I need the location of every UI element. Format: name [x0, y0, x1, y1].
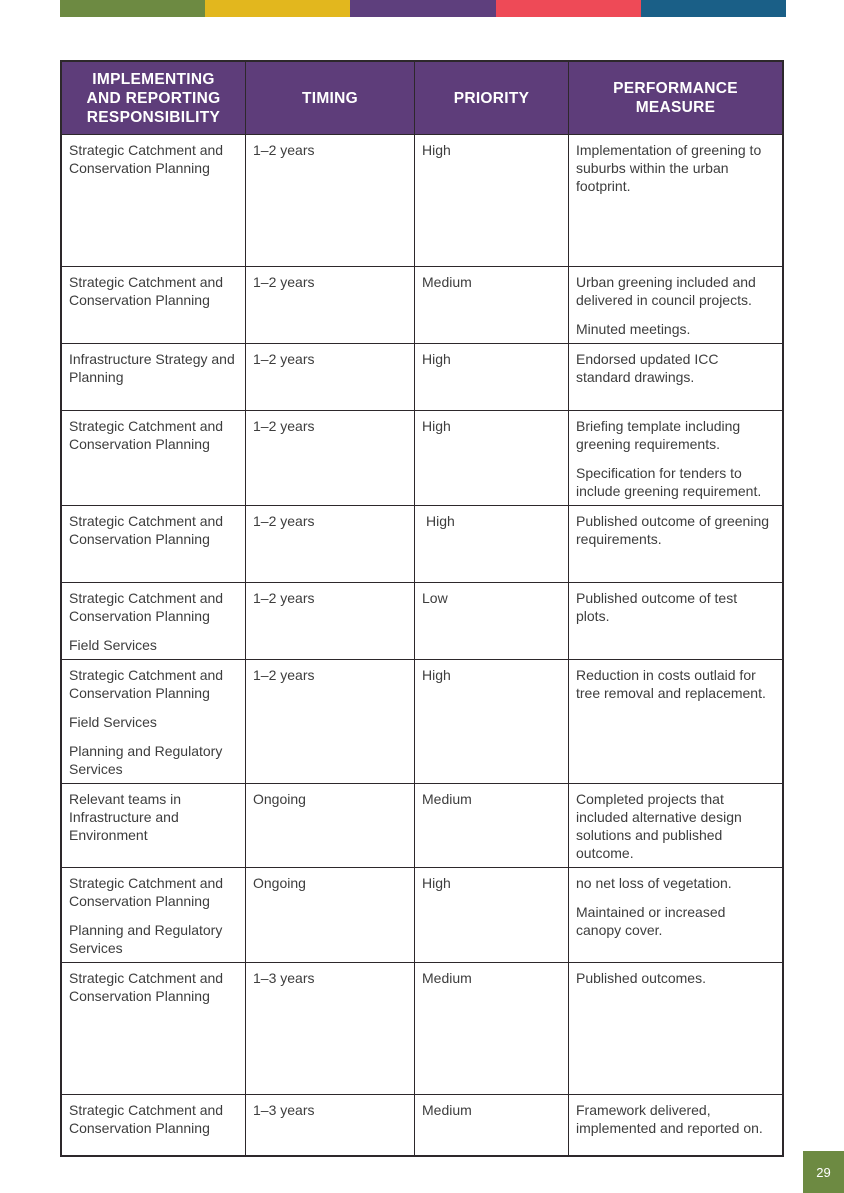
cell-priority — [415, 963, 569, 1095]
table-row — [62, 267, 782, 344]
cell-timing — [246, 660, 415, 784]
color-bar-segment-green — [60, 0, 205, 17]
cell-responsibility — [62, 344, 246, 411]
timing-text: 1–2 years — [253, 667, 315, 683]
header-timing — [246, 62, 415, 135]
cell-responsibility — [62, 583, 246, 660]
timing-text: 1–2 years — [253, 513, 315, 529]
priority-text: High — [422, 351, 451, 367]
cell-performance-measure — [569, 344, 782, 411]
cell-timing — [246, 506, 415, 583]
measure-text: Framework delivered, implemented and reported on. — [576, 1102, 763, 1136]
cell-priority — [415, 506, 569, 583]
measure-text: Completed projects that included alternative design solutions and published outcome. — [576, 791, 742, 861]
cell-timing — [246, 963, 415, 1095]
cell-priority — [415, 868, 569, 963]
priority-text: Medium — [422, 1102, 472, 1118]
cell-performance-measure — [569, 135, 782, 267]
cell-priority — [415, 583, 569, 660]
responsibility-text: Planning and Regulatory Services — [69, 922, 223, 956]
table-row — [62, 1095, 782, 1155]
cell-timing — [246, 267, 415, 344]
header-line: PERFORMANCE — [613, 80, 738, 97]
measure-text: Minuted meetings. — [576, 321, 691, 337]
cell-timing — [246, 868, 415, 963]
cell-performance-measure — [569, 868, 782, 963]
table-row — [62, 784, 782, 868]
action-table — [60, 60, 784, 1157]
cell-performance-measure — [569, 660, 782, 784]
measure-text: Urban greening included and delivered in council projects. — [576, 274, 756, 308]
measure-text: Published outcomes. — [576, 970, 706, 986]
cell-timing — [246, 784, 415, 868]
cell-timing — [246, 344, 415, 411]
table-header-row — [62, 62, 782, 135]
cell-performance-measure — [569, 411, 782, 506]
timing-text: 1–3 years — [253, 1102, 315, 1118]
cell-timing — [246, 411, 415, 506]
measure-text: Published outcome of test plots. — [576, 590, 738, 624]
timing-text: Ongoing — [253, 875, 306, 891]
cell-performance-measure — [569, 583, 782, 660]
responsibility-text: Strategic Catchment and Conservation Planning — [69, 970, 224, 1004]
cell-priority — [415, 411, 569, 506]
timing-text: Ongoing — [253, 791, 306, 807]
table-row — [62, 411, 782, 506]
table-row — [62, 660, 782, 784]
table-row — [62, 344, 782, 411]
cell-responsibility — [62, 868, 246, 963]
cell-priority — [415, 267, 569, 344]
cell-priority — [415, 1095, 569, 1155]
priority-text: High — [422, 418, 451, 434]
priority-text: Medium — [422, 274, 472, 290]
measure-text: Published outcome of greening requirements. — [576, 513, 770, 547]
color-bar-segment-blue — [641, 0, 786, 17]
responsibility-text: Relevant teams in Infrastructure and Environment — [69, 791, 182, 843]
timing-text: 1–3 years — [253, 970, 315, 986]
priority-text: Low — [422, 590, 448, 606]
responsibility-text: Strategic Catchment and Conservation Planning — [69, 667, 224, 701]
header-priority — [415, 62, 569, 135]
header-line: AND REPORTING — [86, 89, 221, 107]
header-line: TIMING — [301, 89, 359, 107]
responsibility-text: Strategic Catchment and Conservation Planning — [69, 418, 224, 452]
cell-responsibility — [62, 1095, 246, 1155]
priority-text: Medium — [422, 791, 472, 807]
responsibility-text: Strategic Catchment and Conservation Planning — [69, 1102, 224, 1136]
table-row — [62, 868, 782, 963]
priority-text: High — [422, 875, 451, 891]
responsibility-text: Strategic Catchment and Conservation Planning — [69, 513, 224, 547]
header-measure — [569, 62, 782, 135]
priority-text: High — [426, 513, 455, 529]
measure-text: Implementation of greening to suburbs within the urban footprint. — [576, 142, 762, 194]
cell-responsibility — [62, 963, 246, 1095]
priority-text: Medium — [422, 970, 472, 986]
header-line: RESPONSIBILITY — [86, 108, 221, 126]
decorative-color-bar — [60, 0, 786, 17]
responsibility-text: Strategic Catchment and Conservation Planning — [69, 875, 224, 909]
responsibility-text: Strategic Catchment and Conservation Planning — [69, 590, 224, 624]
cell-responsibility — [62, 267, 246, 344]
responsibility-text: Field Services — [69, 714, 157, 730]
cell-timing — [246, 583, 415, 660]
cell-responsibility — [62, 135, 246, 267]
responsibility-text: Strategic Catchment and Conservation Planning — [69, 274, 224, 308]
cell-priority — [415, 660, 569, 784]
measure-text: no net loss of vegetation. — [576, 875, 732, 891]
timing-text: 1–2 years — [253, 274, 315, 290]
page-number: 29 — [816, 1164, 831, 1180]
timing-text: 1–2 years — [253, 142, 315, 158]
cell-priority — [415, 135, 569, 267]
table-row — [62, 583, 782, 660]
responsibility-text: Strategic Catchment and Conservation Planning — [69, 142, 224, 176]
header-responsibility — [62, 62, 246, 135]
cell-performance-measure — [569, 784, 782, 868]
priority-text: High — [422, 667, 451, 683]
cell-performance-measure — [569, 1095, 782, 1155]
measure-text: Briefing template including greening requirements. — [576, 418, 741, 452]
cell-timing — [246, 1095, 415, 1155]
cell-performance-measure — [569, 267, 782, 344]
timing-text: 1–2 years — [253, 590, 315, 606]
timing-text: 1–2 years — [253, 351, 315, 367]
color-bar-segment-red — [496, 0, 641, 17]
responsibility-text: Field Services — [69, 637, 157, 653]
table-row — [62, 963, 782, 1095]
table-row — [62, 506, 782, 583]
cell-responsibility — [62, 784, 246, 868]
cell-priority — [415, 344, 569, 411]
header-line: PRIORITY — [453, 89, 530, 107]
header-line: IMPLEMENTING — [92, 70, 215, 88]
responsibility-text: Planning and Regulatory Services — [69, 743, 223, 777]
timing-text: 1–2 years — [253, 418, 315, 434]
measure-text: Maintained or increased canopy cover. — [576, 904, 726, 938]
priority-text: High — [422, 142, 451, 158]
responsibility-text: Infrastructure Strategy and Planning — [69, 351, 235, 385]
cell-responsibility — [62, 660, 246, 784]
cell-responsibility — [62, 506, 246, 583]
cell-performance-measure — [569, 963, 782, 1095]
cell-performance-measure — [569, 506, 782, 583]
color-bar-segment-purple — [350, 0, 495, 17]
measure-text: Reduction in costs outlaid for tree removal and replacement. — [576, 667, 766, 701]
cell-responsibility — [62, 411, 246, 506]
color-bar-segment-yellow — [205, 0, 350, 17]
header-line: MEASURE — [635, 99, 716, 116]
measure-text: Specification for tenders to include greening requirement. — [576, 465, 762, 499]
measure-text: Endorsed updated ICC standard drawings. — [576, 351, 719, 385]
table-row — [62, 135, 782, 267]
cell-priority — [415, 784, 569, 868]
cell-timing — [246, 135, 415, 267]
page-number-badge — [803, 1151, 844, 1193]
